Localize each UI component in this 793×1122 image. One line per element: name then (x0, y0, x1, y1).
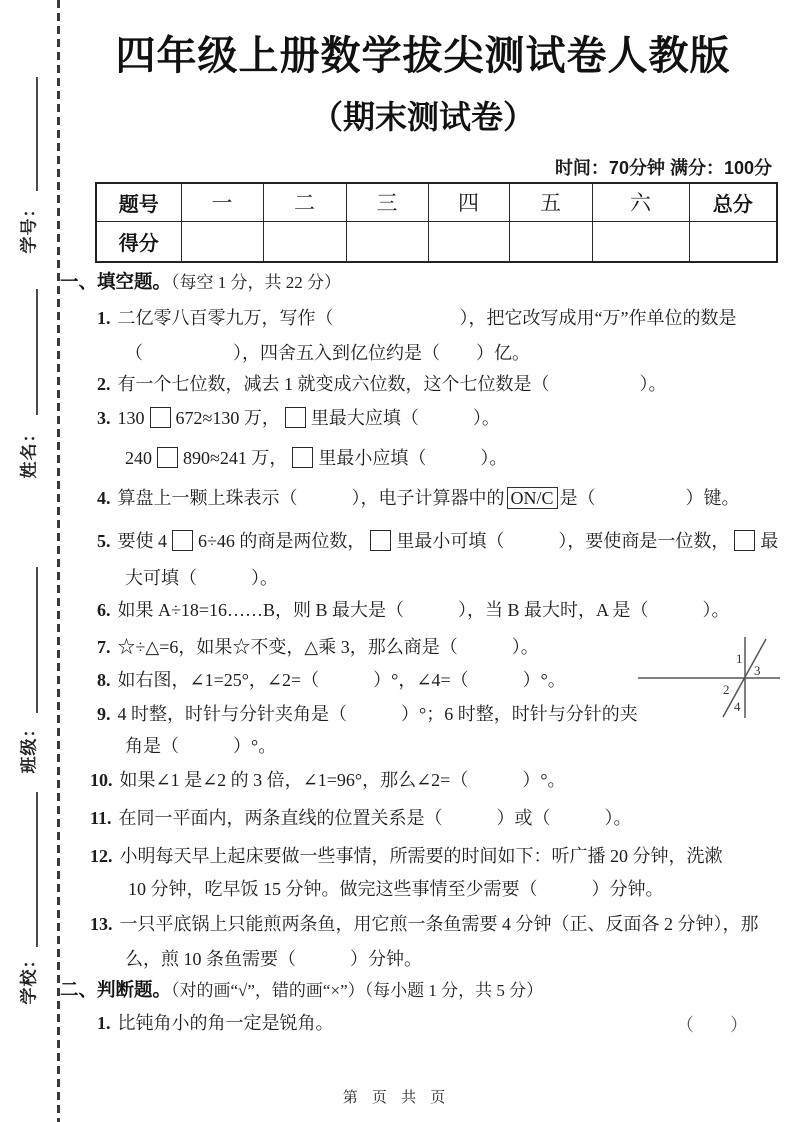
question-text: 么，煎 10 条鱼需要（ ）分钟。 (125, 949, 422, 969)
question-text: 6÷46 的商是两位数， (198, 531, 366, 551)
name-label: 姓名： (19, 424, 39, 479)
angle-label-4: 4 (734, 699, 741, 714)
question-number: 2. (97, 374, 111, 394)
question-text: 角是（ ）°。 (125, 736, 277, 756)
score-cell (592, 221, 689, 262)
question-text: 里最小可填（ ），要使商是一位数， (396, 531, 730, 551)
student-id-label: 学号： (19, 199, 39, 254)
question-6 (97, 598, 730, 622)
question-text: 如果∠1 是∠2 的 3 倍，∠1=96°，那么∠2=（ ）°。 (119, 770, 566, 790)
question-text: 大可填（ ）。 (125, 568, 278, 588)
question-5-line-2 (125, 566, 278, 590)
column-two: 二 (263, 183, 346, 221)
angle-label-3: 3 (754, 663, 761, 678)
question-text: 10 分钟，吃早饭 15 分钟。做完这些事情至少需要（ ）分钟。 (128, 879, 664, 899)
question-text: 二亿零八百零九万，写作（ ），把它改写成用“万”作单位的数是 (117, 308, 737, 328)
question-7 (97, 635, 539, 659)
question-number: 6. (97, 600, 111, 620)
section1-title-bold: 一、填空题。 (60, 271, 172, 292)
question-text: 如果 A÷18=16……B，则 B 最大是（ ），当 B 最大时，A 是（ ）。 (117, 600, 730, 620)
question-5-line-1 (97, 529, 778, 553)
section2-title-note: （对的画“√”，错的画“×”）（每小题 1 分，共 5 分） (171, 981, 544, 1000)
question-13-line-1 (90, 912, 759, 936)
question-11 (90, 806, 632, 830)
page-footer: 第 页 共 页 (342, 1089, 451, 1106)
digit-blank-box (285, 407, 306, 428)
question-number: 3. (97, 408, 111, 428)
score-cell (181, 221, 263, 262)
section2-question-1 (97, 1011, 334, 1035)
page-title: 四年级上册数学拔尖测试卷人教版 (115, 34, 731, 78)
class-label: 班级： (19, 719, 39, 774)
score-cell (509, 221, 592, 262)
question-text: 130 (117, 408, 145, 428)
question-9-line-1 (97, 702, 638, 726)
section2-title (60, 978, 543, 1003)
column-six: 六 (592, 183, 689, 221)
digit-blank-box (734, 530, 755, 551)
score-table (95, 182, 778, 263)
column-three: 三 (346, 183, 428, 221)
question-text: 算盘上一颗上珠表示（ ），电子计算器中的 (117, 488, 505, 508)
question-1-line-1 (97, 306, 736, 330)
question-number: 13. (90, 914, 113, 934)
question-text: （ ），四舍五入到亿位约是（ ）亿。 (125, 343, 530, 363)
question-text: 里最小应填（ ）。 (318, 448, 508, 468)
question-8 (97, 668, 566, 692)
name-line (36, 289, 38, 415)
score-table-score-row (96, 221, 777, 262)
time-score-info: 时间：70分钟 满分：100分 (554, 158, 772, 178)
column-four: 四 (428, 183, 509, 221)
question-10 (90, 768, 566, 792)
class-line (36, 567, 38, 713)
question-number: 1. (97, 308, 111, 328)
score-table-header-row (96, 183, 777, 221)
score-cell (689, 221, 777, 262)
question-4 (97, 486, 740, 510)
question-text: 有一个七位数，减去 1 就变成六位数，这个七位数是（ ）。 (117, 374, 667, 394)
column-five: 五 (509, 183, 592, 221)
question-9-line-2 (125, 734, 276, 758)
score-label: 得分 (96, 221, 181, 262)
question-number: 11. (90, 808, 112, 828)
question-text: 一只平底锅上只能煎两条鱼，用它煎一条鱼需要 4 分钟（正、反面各 2 分钟），那 (119, 914, 759, 934)
question-text: 里最大应填（ ）。 (310, 408, 500, 428)
section1-title (60, 270, 341, 295)
column-total: 总分 (689, 183, 777, 221)
calculator-onc-key: ON/C (507, 487, 558, 509)
question-number: 8. (97, 670, 111, 690)
question-text: 4 时整，时针与分针夹角是（ ）°；6 时整，时针与分针的夹 (117, 704, 638, 724)
digit-blank-box (150, 407, 171, 428)
score-cell (428, 221, 509, 262)
digit-blank-box (172, 530, 193, 551)
section2-title-bold: 二、判断题。 (60, 979, 172, 1000)
question-number: 4. (97, 488, 111, 508)
score-cell (263, 221, 346, 262)
question-1-line-2 (125, 341, 530, 365)
angle-label-2: 2 (723, 682, 730, 697)
column-one: 一 (181, 183, 263, 221)
school-label: 学校： (19, 950, 39, 1005)
question-text: 890≈241 万， (183, 448, 288, 468)
question-text: 240 (125, 448, 152, 468)
digit-blank-box (292, 447, 313, 468)
school-line (36, 792, 38, 947)
question-number: 10. (90, 770, 113, 790)
question-text: 672≈130 万， (175, 408, 280, 428)
true-false-answer-blank: （ ） (676, 1015, 748, 1035)
question-3-line-1 (97, 406, 500, 430)
question-number: 9. (97, 704, 111, 724)
digit-blank-box (157, 447, 178, 468)
question-text: 要使 4 (117, 531, 167, 551)
digit-blank-box (370, 530, 391, 551)
question-number: 5. (97, 531, 111, 551)
question-number-label: 题号 (96, 183, 181, 221)
question-12-line-1 (90, 844, 723, 868)
question-13-line-2 (125, 947, 422, 971)
question-text: 如右图，∠1=25°，∠2=（ ）°，∠4=（ ）°。 (117, 670, 566, 690)
angle-diagram (628, 630, 788, 748)
question-number: 1. (97, 1013, 111, 1033)
question-text: 最 (760, 531, 779, 551)
section1-title-note: （每空 1 分，共 22 分） (171, 273, 342, 292)
angle-label-1: 1 (736, 651, 743, 666)
question-text: 比钝角小的角一定是锐角。 (117, 1013, 334, 1033)
question-text: ☆÷△=6，如果☆不变，△乘 3，那么商是（ ）。 (117, 637, 539, 657)
question-12-line-2 (128, 877, 664, 901)
question-text: 小明每天早上起床要做一些事情，所需要的时间如下：听广播 20 分钟，洗漱 (119, 846, 723, 866)
question-3-line-2 (125, 446, 507, 470)
page-subtitle: （期末测试卷） (310, 99, 535, 135)
question-2 (97, 372, 667, 396)
score-cell (346, 221, 428, 262)
question-text: 在同一平面内，两条直线的位置关系是（ ）或（ ）。 (118, 808, 632, 828)
question-number: 7. (97, 637, 111, 657)
question-number: 12. (90, 846, 113, 866)
question-text: 是（ ）键。 (559, 488, 740, 508)
